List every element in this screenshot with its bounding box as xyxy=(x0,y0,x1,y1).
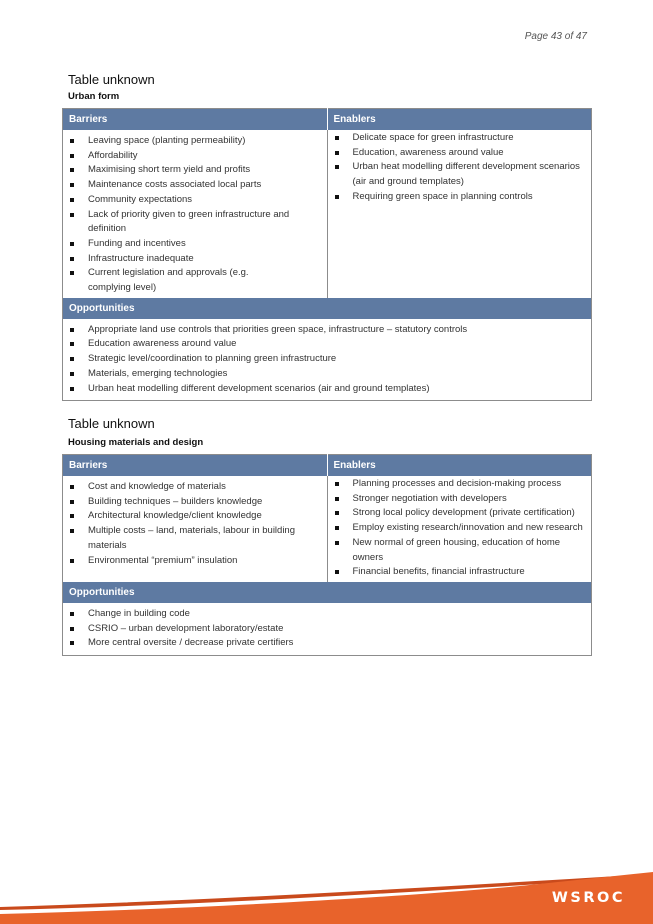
list-item: Planning processes and decision-making process xyxy=(334,477,586,492)
list-item: Requiring green space in planning controls xyxy=(334,190,586,205)
housing-materials-table xyxy=(62,454,592,656)
list-item: Environmental “premium” insulation xyxy=(69,554,321,569)
list-item: Materials, emerging technologies xyxy=(69,367,585,382)
list-item: Funding and incentives xyxy=(69,237,321,252)
list-item: Strong local policy development (private certification) xyxy=(334,506,586,521)
list-item: Infrastructure inadequate xyxy=(69,252,321,267)
list-item: More central oversite / decrease private certifiers xyxy=(69,636,585,651)
list-item: Building techniques – builders knowledge xyxy=(69,495,321,510)
list-item: Affordability xyxy=(69,149,321,164)
list-item: Financial benefits, financial infrastructure xyxy=(334,565,586,580)
urban-form-table xyxy=(62,108,592,401)
barriers-header: Barriers xyxy=(63,455,328,477)
list-item: Cost and knowledge of materials xyxy=(69,480,321,495)
footer-band xyxy=(0,864,653,924)
barriers-cell xyxy=(63,476,328,582)
enablers-header: Enablers xyxy=(327,109,592,131)
enablers-header: Enablers xyxy=(327,455,592,477)
barriers-cell xyxy=(63,130,328,298)
table-title: Table unknown xyxy=(68,416,155,431)
list-item: Education awareness around value xyxy=(69,337,585,352)
list-item: Urban heat modelling different development scenarios (air and ground templates) xyxy=(334,160,586,189)
list-item: Employ existing research/innovation and new research xyxy=(334,521,586,536)
table-urban-form-section xyxy=(62,72,592,401)
list-item: Stronger negotiation with developers xyxy=(334,492,586,507)
wsroc-logo: WSROC xyxy=(551,890,625,906)
list-item: Change in building code xyxy=(69,607,585,622)
list-item: Strategic level/coordination to planning green infrastructure xyxy=(69,352,585,367)
opportunities-header: Opportunities xyxy=(63,298,592,319)
opportunities-header: Opportunities xyxy=(63,582,592,603)
list-item: Appropriate land use controls that priorities green space, infrastructure – statutory controls xyxy=(69,323,585,338)
list-item: Current legislation and approvals (e.g. complying level) xyxy=(69,266,321,295)
list-item: Education, awareness around value xyxy=(334,146,586,161)
opportunities-cell xyxy=(63,319,592,401)
table-subtitle: Urban form xyxy=(68,91,120,102)
page-number: Page 43 of 47 xyxy=(524,31,587,42)
list-item: Lack of priority given to green infrastructure and definition xyxy=(69,208,321,237)
table-housing-section xyxy=(62,416,592,656)
table-title: Table unknown xyxy=(68,72,155,87)
list-item: Community expectations xyxy=(69,193,321,208)
opportunities-cell xyxy=(63,603,592,656)
list-item: Architectural knowledge/client knowledge xyxy=(69,509,321,524)
list-item: Maintenance costs associated local parts xyxy=(69,178,321,193)
enablers-cell xyxy=(327,130,592,298)
list-item: Maximising short term yield and profits xyxy=(69,163,321,178)
enablers-cell xyxy=(327,476,592,582)
list-item: Leaving space (planting permeability) xyxy=(69,134,321,149)
table-subtitle: Housing materials and design xyxy=(68,437,204,448)
barriers-header: Barriers xyxy=(63,109,328,131)
list-item: Delicate space for green infrastructure xyxy=(334,131,586,146)
list-item: CSRIO – urban development laboratory/estate xyxy=(69,622,585,637)
list-item: New normal of green housing, education of home owners xyxy=(334,536,586,565)
list-item: Multiple costs – land, materials, labour in building materials xyxy=(69,524,321,553)
list-item: Urban heat modelling different development scenarios (air and ground templates) xyxy=(69,382,585,397)
